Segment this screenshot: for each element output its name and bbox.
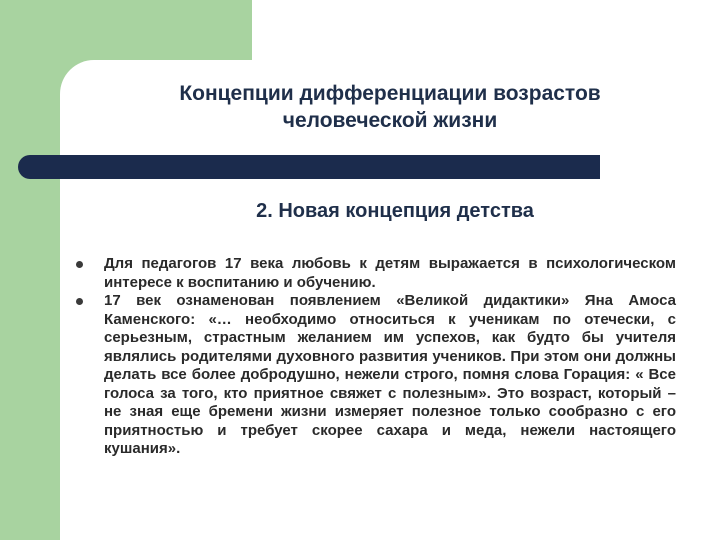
slide-subtitle: 2. Новая концепция детства xyxy=(256,200,534,222)
slide-title-line-1: Концепции дифференциации возрастов xyxy=(179,82,601,105)
list-item xyxy=(72,292,676,459)
slide-title xyxy=(100,80,680,134)
list-item xyxy=(72,255,676,292)
bullet-dot-icon xyxy=(76,298,83,305)
bullet-dot-icon xyxy=(76,261,83,268)
list-item-text: Для педагогов 17 века любовь к детям выражается в психологическом интересе к воспитанию и обучению. xyxy=(104,255,676,291)
list-item-text: 17 век ознаменован появлением «Великой дидактики» Яна Амоса Каменского: «… необходимо относиться к ученикам по отечески, с серьезным, страстным желанием им успехов, как будто бы учителя являлись родителями духовного развития учеников. При этом они должны делать все более добродушно, нежели строго, помня слова Горация: « Все голоса за того, кто приятное свяжет с полезным». Это возраст, который – не зная еще бремени жизни измеряет полезное только сообразно с его приятностью и требует скорее сахара и меда, нежели настоящего кушания». xyxy=(104,292,676,457)
slide-title-line-2: человеческой жизни xyxy=(282,109,498,132)
bullet-list xyxy=(72,255,676,459)
decorative-divider-bar xyxy=(18,155,600,179)
